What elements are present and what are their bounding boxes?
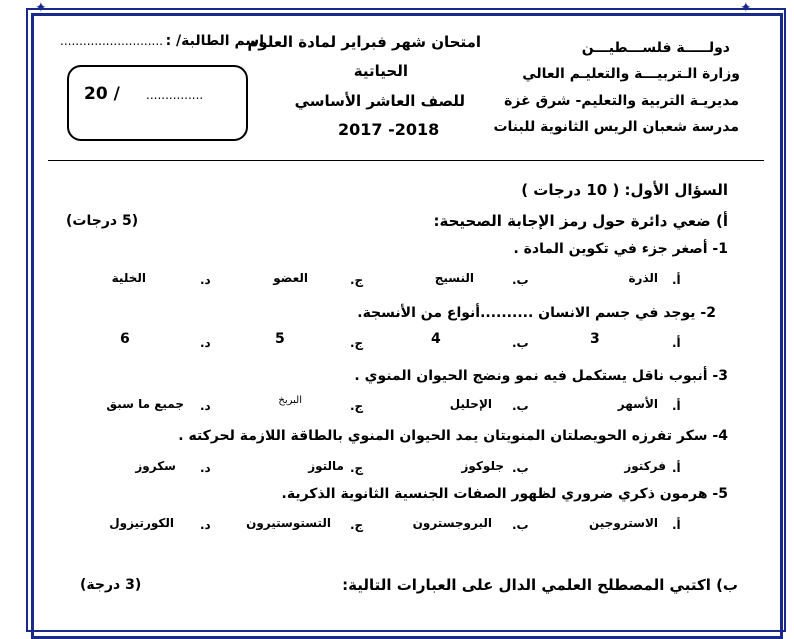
q1-option-c[interactable]: العضو (273, 271, 308, 285)
question-4-text: 4- سكر تفرزه الحويصلتان المنويتان يمد الحيوان المنوي بالطاقة اللازمة لحركته . (178, 428, 728, 444)
q1-label-a: أ. (672, 273, 681, 287)
q2-option-c[interactable]: 5 (275, 331, 285, 347)
q2-label-b: ب. (512, 336, 529, 350)
question-one-title: السؤال الأول: ( 10 درجات ) (521, 181, 728, 199)
part-b-marks: (3 درجة) (80, 577, 142, 593)
q1-label-c: ج. (350, 273, 364, 287)
q3-label-b: ب. (512, 399, 529, 413)
part-a-instruction: أ) ضعي دائرة حول رمز الإجابة الصحيحة: (433, 212, 728, 230)
q4-label-c: ج. (350, 461, 364, 475)
q1-option-b[interactable]: النسيج (434, 271, 474, 285)
score-total: / 20 (84, 84, 120, 104)
q2-label-d: د. (200, 336, 211, 350)
q4-label-d: د. (200, 461, 211, 475)
q4-option-a[interactable]: فركتوز (624, 459, 666, 473)
q5-label-d: د. (200, 518, 211, 532)
q3-option-c[interactable]: البربخ (278, 395, 302, 406)
country-name: دولـــــة فلســـطيـــن (581, 40, 730, 56)
q1-option-a[interactable]: الذرة (628, 271, 658, 285)
q4-option-d[interactable]: سكروز (135, 459, 176, 473)
header-divider (48, 160, 764, 161)
q3-option-b[interactable]: الإحليل (449, 397, 492, 411)
q3-option-d[interactable]: جميع ما سبق (106, 397, 184, 411)
q3-option-a[interactable]: الأسهر (617, 397, 658, 411)
grade-name: للصف العاشر الأساسي (294, 92, 465, 110)
q4-label-a: أ. (672, 461, 681, 475)
question-2-text: 2- يوجد في جسم الانسان ..........أنواع من الأنسجة. (357, 305, 716, 321)
q3-label-c: ج. (350, 399, 364, 413)
student-name-label: اسم الطالبة/ : (165, 33, 264, 49)
q5-label-c: ج. (350, 518, 364, 532)
q2-option-d[interactable]: 6 (120, 331, 130, 347)
question-1-text: 1- أصغر جزء في تكوين المادة . (513, 241, 728, 257)
question-3-text: 3- أنبوب ناقل يستكمل فيه نمو ونضج الحيوان المنوي . (354, 368, 728, 384)
school-name: مدرسة شعبان الريس الثانوية للبنات (493, 119, 739, 135)
q2-label-c: ج. (350, 336, 364, 350)
academic-year: 2017 -2018 (338, 120, 440, 139)
q5-label-b: ب. (512, 518, 529, 532)
student-name-field[interactable]: ........................... (60, 34, 163, 48)
subject-name: الحياتية (353, 62, 408, 80)
part-b-instruction: ب) اكتبي المصطلح العلمي الدال على العبارات التالية: (342, 576, 738, 594)
question-5-text: 5- هرمون ذكري ضروري لظهور الصفات الجنسية الثانوية الذكرية. (281, 486, 728, 502)
q2-option-a[interactable]: 3 (590, 331, 600, 347)
directorate-name: مديريـة التربية والتعليم- شرق غزة (504, 93, 739, 109)
corner-ornament-right: ✦ (740, 0, 752, 16)
q5-option-d[interactable]: الكورتيزول (109, 516, 174, 530)
q1-label-b: ب. (512, 273, 529, 287)
q5-option-c[interactable]: التستوستيرون (246, 516, 331, 530)
q2-option-b[interactable]: 4 (431, 331, 441, 347)
q5-label-a: أ. (672, 518, 681, 532)
q3-label-a: أ. (672, 399, 681, 413)
q2-label-a: أ. (672, 336, 681, 350)
q1-option-d[interactable]: الخلية (111, 271, 146, 285)
q4-option-b[interactable]: جلوكوز (461, 459, 504, 473)
q4-option-c[interactable]: مالتوز (308, 459, 344, 473)
q3-label-d: د. (200, 399, 211, 413)
q5-option-b[interactable]: البروجسترون (412, 516, 492, 530)
q4-label-b: ب. (512, 461, 529, 475)
q5-option-a[interactable]: الاستروجين (588, 516, 658, 530)
ministry-name: وزارة الـتربيـــة والتعليـم العالي (522, 66, 740, 82)
part-a-marks: (5 درجات) (66, 213, 139, 229)
q1-label-d: د. (200, 273, 211, 287)
exam-title: امتحان شهر فبراير لمادة العلوم (247, 33, 481, 51)
corner-ornament-left: ✦ (35, 0, 47, 16)
score-field[interactable]: ............... (146, 88, 204, 102)
